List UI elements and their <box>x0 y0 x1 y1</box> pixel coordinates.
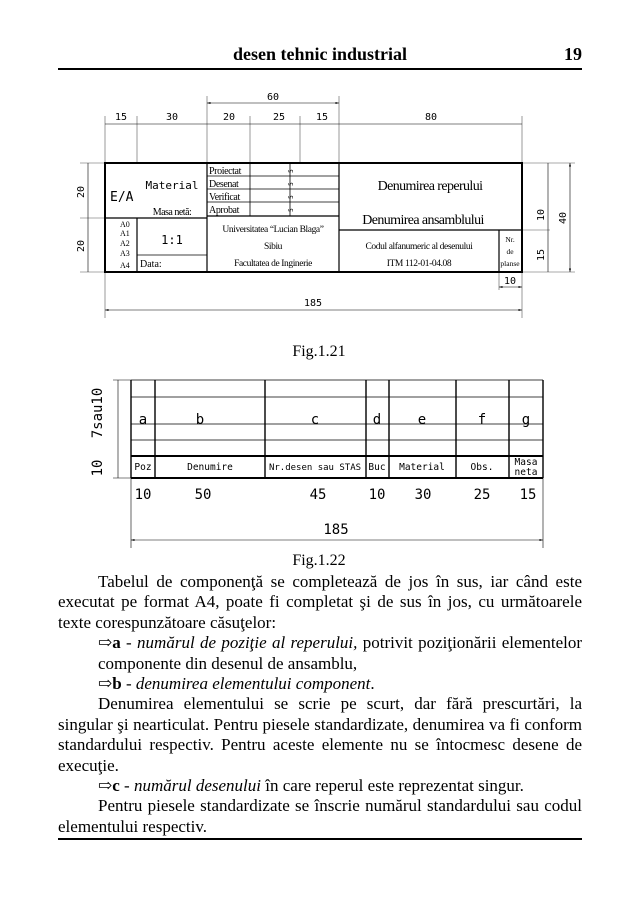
width-10a: 10 <box>134 487 152 503</box>
dim-10-right: 10 <box>536 208 547 222</box>
col-header-masa: Masa <box>514 457 538 468</box>
univ-line-2: Sibiu <box>263 242 283 252</box>
format-a0: A0 <box>120 220 130 229</box>
dim-7sau10: 7sau10 <box>90 387 106 439</box>
item-a <box>58 633 582 674</box>
sheets-planse: planse <box>500 259 520 268</box>
col-letter-f: f <box>477 412 487 428</box>
format-a1: A1 <box>120 229 130 238</box>
item-c <box>58 776 582 796</box>
item-c-letter: c <box>112 776 120 796</box>
assembly-name: Denumirea ansamblului <box>362 213 484 228</box>
page-number: 19 <box>564 44 582 64</box>
item-a-sep: - <box>120 633 138 653</box>
col-letter-d: d <box>372 412 382 428</box>
arrow-icon: ⇨ <box>98 633 113 653</box>
col-header-neta: neta <box>514 467 538 478</box>
width-185: 185 <box>323 522 349 538</box>
role-desenat: Desenat <box>209 179 239 190</box>
dim-40-right: 40 <box>558 211 569 225</box>
code-value: ITM 112-01-04.08 <box>386 259 452 269</box>
item-c-rest: în care reperul este reprezentat singur. <box>261 776 524 796</box>
item-c-sep: - <box>119 776 134 796</box>
ea-label: E/A <box>110 190 134 205</box>
col-header-buc: Buc <box>368 462 386 473</box>
figure-1-21-caption: Fig.1.21 <box>292 343 346 360</box>
dim-5-3: 5 <box>288 195 295 199</box>
item-b-end: . <box>370 674 375 694</box>
univ-line-1: Universitatea “Lucian Blaga” <box>222 225 324 235</box>
item-c-italic: numărul desenului <box>133 776 261 796</box>
dim-5-1: 5 <box>288 169 295 173</box>
col-letter-e: e <box>417 412 427 428</box>
item-a-italic: numărul de poziţie al reperului, <box>137 633 358 653</box>
item-a-rest: potrivit poziţionării elementelor componente din desenul de ansamblu, <box>98 633 582 673</box>
width-15: 15 <box>519 487 537 503</box>
format-a2: A2 <box>120 239 130 248</box>
dim-5-2: 5 <box>288 182 295 186</box>
paragraph-3: Pentru piesele standardizate se înscrie numărul standardului sau codul elementului respectiv. <box>58 796 582 836</box>
width-25: 25 <box>473 487 491 503</box>
dim-80: 80 <box>424 112 438 123</box>
arrow-icon: ⇨ <box>98 776 113 796</box>
role-proiectat: Proiectat <box>209 166 241 177</box>
role-aprobat: Aprobat <box>209 205 239 216</box>
col-header-obs: Obs. <box>470 462 494 473</box>
running-title: desen tehnic industrial <box>232 44 408 64</box>
width-30: 30 <box>414 487 432 503</box>
role-verificat: Verificat <box>209 192 240 203</box>
width-10b: 10 <box>368 487 386 503</box>
paragraph-2: Denumirea elementului se scrie pe scurt, dar fără prescurtări, la singular şi nearticulat. Pentru piesele standardizate, denumirea va fi conform standardului respectiv. Pentru aceste elemente nu se întocmesc desene de execuţie. <box>58 694 582 775</box>
material-label: Material <box>145 179 199 192</box>
item-b-letter: b <box>112 674 122 694</box>
dim-25: 25 <box>272 112 286 123</box>
body-text <box>58 572 582 837</box>
footer-rule <box>58 838 582 840</box>
col-letter-g: g <box>521 412 531 428</box>
code-label: Codul alfanumeric al desenului <box>365 242 473 252</box>
col-letter-c: c <box>310 412 320 428</box>
figure-1-22-caption: Fig.1.22 <box>292 552 346 569</box>
item-b <box>58 674 582 694</box>
dim-15-right: 15 <box>536 248 547 262</box>
univ-line-3: Facultatea de Inginerie <box>234 259 312 269</box>
dim-20-left-top: 20 <box>76 185 87 199</box>
col-letter-a: a <box>138 412 148 428</box>
dim-20: 20 <box>222 112 236 123</box>
format-a4: A4 <box>120 261 130 270</box>
item-b-sep: - <box>121 674 136 694</box>
col-header-material: Material <box>399 462 445 473</box>
col-header-poz: Poz <box>134 462 152 473</box>
dim-60: 60 <box>266 92 280 103</box>
dim-20-left-bottom: 20 <box>76 239 87 253</box>
dim-185: 185 <box>303 298 323 309</box>
scale-value: 1:1 <box>161 233 183 247</box>
sheets-de: de <box>506 247 514 256</box>
sheets-nr: Nr. <box>505 235 515 244</box>
item-a-letter: a <box>112 633 121 653</box>
col-header-nr-desen: Nr.desen sau STAS <box>268 463 362 473</box>
masa-neta-label: Masa netă: <box>152 207 192 218</box>
col-header-denumire: Denumire <box>187 462 233 473</box>
dim-15b: 15 <box>315 112 329 123</box>
col-letter-b: b <box>195 412 205 428</box>
dim-10-row: 10 <box>90 459 106 477</box>
dim-10-bottom: 10 <box>503 276 517 287</box>
arrow-icon: ⇨ <box>98 674 113 694</box>
dim-30: 30 <box>165 112 179 123</box>
dim-5-4: 5 <box>288 208 295 212</box>
paragraph-1: Tabelul de componenţă se completează de jos în sus, iar când este executat pe format A4, poate fi completat şi de sus în jos, cu următoarele texte corespunzătoare căsuţelor: <box>58 572 582 632</box>
dim-15a: 15 <box>114 112 128 123</box>
format-a3: A3 <box>120 249 130 258</box>
width-45: 45 <box>309 487 327 503</box>
part-name: Denumirea reperului <box>377 179 483 194</box>
date-label: Data: <box>140 259 162 270</box>
width-50: 50 <box>194 487 212 503</box>
item-b-italic: denumirea elementului component <box>135 674 371 694</box>
